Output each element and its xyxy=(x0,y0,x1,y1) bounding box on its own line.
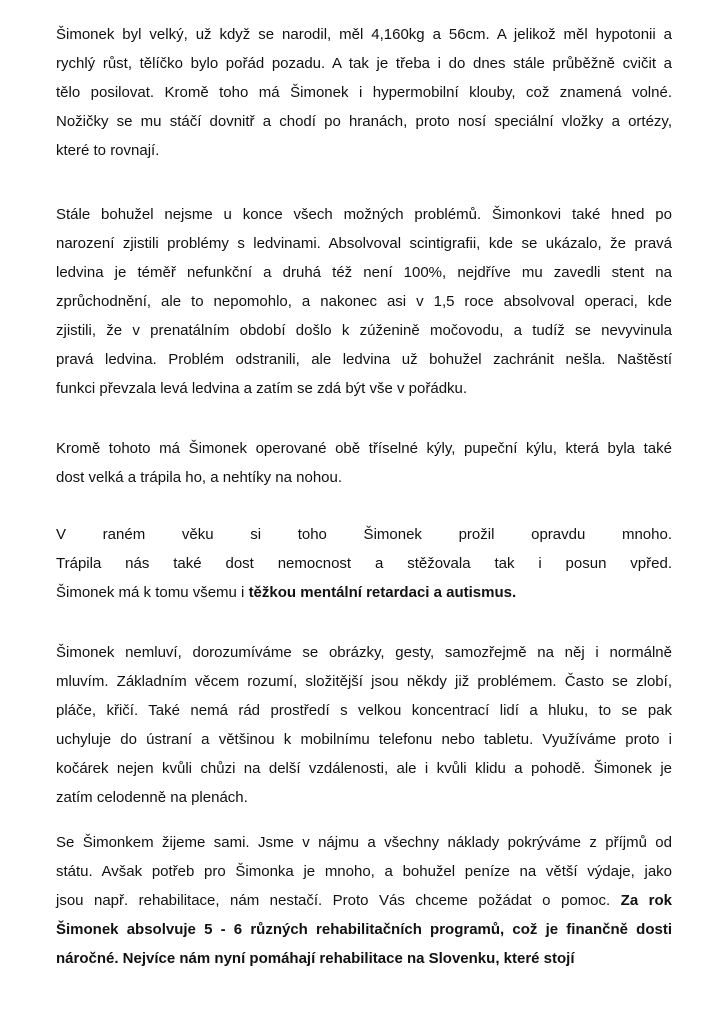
text-line xyxy=(56,229,672,258)
bold-text-run: Šimonek absolvuje 5 - 6 různých rehabilitačních programů, což je finančně dosti xyxy=(56,921,672,938)
text-run: rychlý růst, tělíčko bylo pořád pozadu. A tak je třeba i do dnes stále průběžně cvičit a xyxy=(56,55,672,72)
text-line xyxy=(56,638,672,667)
text-line xyxy=(56,78,672,107)
text-line xyxy=(56,287,672,316)
text-run: V raném věku si toho Šimonek prožil opravdu mnoho. xyxy=(56,526,672,543)
text-run: které to rovnají. xyxy=(56,142,160,159)
text-line xyxy=(56,374,672,403)
paragraph-communication xyxy=(56,638,672,812)
text-run: zjistili, že v prenatálním období došlo k zúženině močovodu, a tudíž se nevyvinula xyxy=(56,322,672,339)
text-run: státu. Avšak potřeb pro Šimonka je mnoho, a bohužel peníze na větší výdaje, jako xyxy=(56,863,672,880)
text-line xyxy=(56,754,672,783)
text-run: ledvina je téměř nefunkční a druhá též není 100%, nejdříve mu zavedli stent na xyxy=(56,264,672,281)
text-run: pláče, křičí. Také nemá rád prostředí s velkou koncentrací lidí a hluku, to se pak xyxy=(56,702,672,719)
text-run: jsou např. rehabilitace, nám nestačí. Proto Vás chceme požádat o pomoc. xyxy=(56,892,621,909)
text-run: tělo posilovat. Kromě toho má Šimonek i hypermobilní klouby, což znamená volné. xyxy=(56,84,672,101)
paragraph-living-situation xyxy=(56,828,672,973)
text-line xyxy=(56,915,672,944)
bold-text-run: Za rok xyxy=(620,892,672,909)
bold-text-run: těžkou mentální retardaci a autismus. xyxy=(248,584,517,601)
text-line xyxy=(56,828,672,857)
text-line xyxy=(56,200,672,229)
text-line xyxy=(56,725,672,754)
paragraph-kidney-problems xyxy=(56,200,672,403)
text-line xyxy=(56,886,672,915)
text-line xyxy=(56,783,672,812)
text-run: zatím celodenně na plenách. xyxy=(56,789,248,806)
text-line xyxy=(56,944,672,973)
text-run: dost velká a trápila ho, a nehtíky na nohou. xyxy=(56,469,343,486)
bold-text-run: náročné. Nejvíce nám nyní pomáhají rehabilitace na Slovenku, které stojí xyxy=(56,950,575,967)
text-run: Kromě tohoto má Šimonek operované obě tříselné kýly, pupeční kýlu, která byla také xyxy=(56,440,672,457)
text-run: narození zjistili problémy s ledvinami. Absolvoval scintigrafii, kde se ukázalo, že pravá xyxy=(56,235,672,252)
text-run: Šimonek byl velký, už když se narodil, měl 4,160kg a 56cm. A jelikož měl hypotonii a xyxy=(56,26,672,43)
text-run: funkci převzala levá ledvina a zatím se zdá být vše v pořádku. xyxy=(56,380,468,397)
text-line xyxy=(56,667,672,696)
text-run: Stále bohužel nejsme u konce všech možných problémů. Šimonkovi také hned po xyxy=(56,206,672,223)
text-line xyxy=(56,549,672,578)
text-line xyxy=(56,434,672,463)
paragraph-birth-and-hypotonia xyxy=(56,20,672,165)
text-line xyxy=(56,578,672,607)
text-line xyxy=(56,49,672,78)
text-line xyxy=(56,857,672,886)
text-run: pravá ledvina. Problém odstranili, ale ledvina už bohužel zachránit nešla. Naštěstí xyxy=(56,351,672,368)
text-run: Se Šimonkem žijeme sami. Jsme v nájmu a všechny náklady pokrýváme z příjmů od xyxy=(56,834,672,851)
text-line xyxy=(56,258,672,287)
text-run: Trápila nás také dost nemocnost a stěžovala tak i posun vpřed. xyxy=(56,555,672,572)
text-line xyxy=(56,696,672,725)
text-run: Šimonek má k tomu všemu i xyxy=(56,584,249,601)
text-line xyxy=(56,316,672,345)
paragraph-hernia-operations xyxy=(56,434,672,492)
text-line xyxy=(56,107,672,136)
text-line xyxy=(56,520,672,549)
text-line xyxy=(56,345,672,374)
text-run: mluvím. Základním věcem rozumí, složitější jsou někdy již problémem. Často se zlobí, xyxy=(56,673,672,690)
text-run: Nožičky se mu stáčí dovnitř a chodí po hranách, proto nosí speciální vložky a ortézy, xyxy=(56,113,672,130)
text-run: Šimonek nemluví, dorozumíváme se obrázky, gesty, samozřejmě na něj i normálně xyxy=(56,644,672,661)
text-run: kočárek nejen kvůli chůzi na delší vzdálenosti, ale i kvůli klidu a pohodě. Šimonek je xyxy=(56,760,672,777)
text-run: uchyluje do ústraní a většinou k mobilnímu telefonu nebo tabletu. Využíváme proto i xyxy=(56,731,672,748)
text-line xyxy=(56,136,672,165)
text-line xyxy=(56,463,672,492)
text-run: zprůchodnění, ale to nepomohlo, a nakonec asi v 1,5 roce absolvoval operaci, kde xyxy=(56,293,672,310)
paragraph-early-age xyxy=(56,520,672,607)
text-line xyxy=(56,20,672,49)
